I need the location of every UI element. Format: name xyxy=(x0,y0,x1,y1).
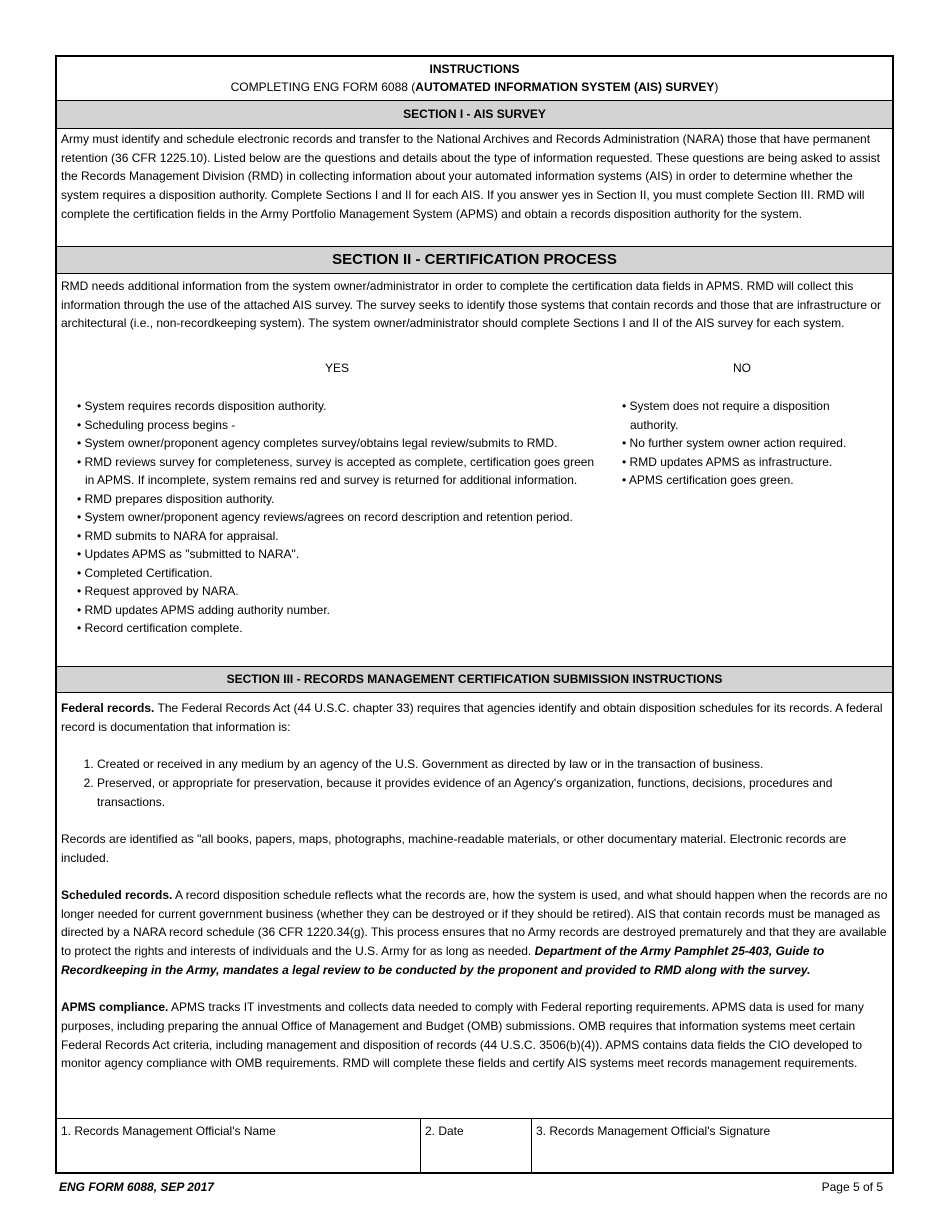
federal-records-lead: Federal records. xyxy=(61,701,155,715)
list-item: • Updates APMS as "submitted to NARA". xyxy=(77,547,300,561)
no-list xyxy=(622,397,857,490)
list-item: • RMD reviews survey for completeness, survey is accepted as complete, certification goes green in APMS. If incomplete, system remains red and survey is returned for additional information. xyxy=(77,454,595,487)
yes-label: YES xyxy=(324,361,349,375)
list-item: • RMD prepares disposition authority. xyxy=(77,491,275,506)
list-item: 1. Created or received in any medium by an agency of the U.S. Government as directed by law or in the transaction of business. xyxy=(97,755,889,774)
list-item: • System owner/proponent agency reviews/agrees on record description and retention period. xyxy=(77,510,573,524)
page-subtitle xyxy=(57,78,892,96)
section-1-text: Army must identify and schedule electronic records and transfer to the National Archives and Records Administration (NARA) those that have permanent retention (36 CFR 1225.10). Listed below are the questions and details about the type of information requested. These questions are being asked to assist the Records Management Division (RMD) in collecting information about your automated information systems (AIS) in order to determine whether the system requires a disposition authority. Complete Sections I and II for each AIS. If you answer yes in Section II, you must complete Section III. RMD will complete the certification fields in the Army Portfolio Management System (APMS) and obtain a records disposition authority for the system. xyxy=(61,132,880,221)
no-label: NO xyxy=(733,361,751,375)
date-field[interactable] xyxy=(421,1119,532,1174)
scheduled-records-emphasis: Department of the Army Pamphlet 25-403, Guide to Recordkeeping in the Army, mandates a legal review to be conducted by the proponent and provided to RMD along with the survey. xyxy=(61,944,825,977)
form-page xyxy=(55,55,894,1174)
instructions-header xyxy=(57,60,892,96)
federal-records-paragraph xyxy=(61,699,889,736)
section-2-title: SECTION II - CERTIFICATION PROCESS xyxy=(332,251,617,268)
records-identified-paragraph: Records are identified as "all books, papers, maps, photographs, machine-readable materials, or other documentary material. Electronic records are included. xyxy=(61,831,847,865)
section-2-header xyxy=(57,246,892,274)
list-item: • Request approved by NARA. xyxy=(77,584,239,598)
signature-row xyxy=(57,1118,892,1175)
yes-list xyxy=(77,397,597,638)
list-item: • Scheduling process begins - xyxy=(77,417,236,432)
subtitle-prefix: COMPLETING ENG FORM 6088 ( xyxy=(230,80,416,94)
section-1-header xyxy=(57,100,892,129)
page-number: Page 5 of 5 xyxy=(821,1180,883,1194)
subtitle-bold: AUTOMATED INFORMATION SYSTEM (AIS) SURVEY xyxy=(415,80,715,94)
section-3-title: SECTION III - RECORDS MANAGEMENT CERTIFICATION SUBMISSION INSTRUCTIONS xyxy=(226,672,723,686)
scheduled-records-paragraph xyxy=(61,886,889,980)
federal-records-list xyxy=(61,755,889,811)
federal-records-text: The Federal Records Act (44 U.S.C. chapter 33) requires that agencies identify and obtain disposition schedules for its records. A federal record is documentation that information is: xyxy=(61,701,883,734)
list-item: • System owner/proponent agency completes survey/obtains legal review/submits to RMD. xyxy=(77,436,558,450)
list-item: • RMD submits to NARA for appraisal. xyxy=(77,528,279,543)
list-item: • APMS certification goes green. xyxy=(622,473,794,487)
section-2-text: RMD needs additional information from the system owner/administrator in order to complete the certification data fields in APMS. RMD will collect this information through the use of the attached AIS survey. The survey seeks to identify those systems that contain records and those that are infrastructure or architectural (i.e., non-recordkeeping system). The system owner/administrator should complete Sections I and II of the AIS survey for each system. xyxy=(61,279,881,331)
scheduled-records-text: A record disposition schedule reflects what the records are, how the system is used, and what should happen when the records are no longer needed for current government business (whether they can be destroyed or if they should be retired). AIS that contain records must be managed as directed by a NARA record schedule (36 CFR 1220.34(g). This process ensures that no Army records are destroyed prematurely and that they are available to protect the rights and interests of individuals and the U.S. Army for as long as needed. xyxy=(61,887,888,959)
signature-field[interactable] xyxy=(532,1119,892,1174)
list-item: • System does not require a disposition authority. xyxy=(622,399,830,432)
signature-label: 3. Records Management Official's Signature xyxy=(536,1124,771,1138)
apms-compliance-text: APMS tracks IT investments and collects data needed to comply with Federal reporting requirements. APMS data is used for many purposes, including preparing the annual Office of Management and Budget (OMB) submissions. OMB requires that information systems meet certain Federal Records Act criteria, including management and disposition of records (44 U.S.C. 3506(b)(4)). APMS contains data fields the CIO developed to monitor agency compliance with OMB requirements. RMD will complete these fields and certify AIS systems meet records management requirements. xyxy=(61,1000,864,1071)
official-name-field[interactable] xyxy=(57,1119,421,1174)
list-item: • System requires records disposition authority. xyxy=(77,399,327,413)
section-1-body xyxy=(61,130,889,224)
apms-compliance-lead: APMS compliance. xyxy=(61,1000,169,1015)
list-item: • RMD updates APMS adding authority number. xyxy=(77,602,331,617)
date-label: 2. Date xyxy=(425,1124,464,1138)
section-1-title: SECTION I - AIS SURVEY xyxy=(403,107,546,121)
section-3-body xyxy=(61,699,889,1073)
page-title: INSTRUCTIONS xyxy=(429,62,520,76)
apms-compliance-paragraph xyxy=(61,998,889,1073)
list-item: • Record certification complete. xyxy=(77,621,243,635)
official-name-label: 1. Records Management Official's Name xyxy=(61,1124,276,1138)
scheduled-records-lead: Scheduled records. xyxy=(61,887,173,902)
list-item: • No further system owner action required. xyxy=(622,436,847,450)
subtitle-suffix: ) xyxy=(714,80,719,94)
list-item: • Completed Certification. xyxy=(77,565,213,580)
section-3-header xyxy=(57,666,892,693)
list-item: 2. Preserved, or appropriate for preservation, because it provides evidence of an Agency's organization, functions, decisions, procedures and transactions. xyxy=(97,774,889,811)
section-2-body xyxy=(61,277,889,333)
form-id: ENG FORM 6088, SEP 2017 xyxy=(59,1180,214,1194)
list-item: • RMD updates APMS as infrastructure. xyxy=(622,454,833,469)
